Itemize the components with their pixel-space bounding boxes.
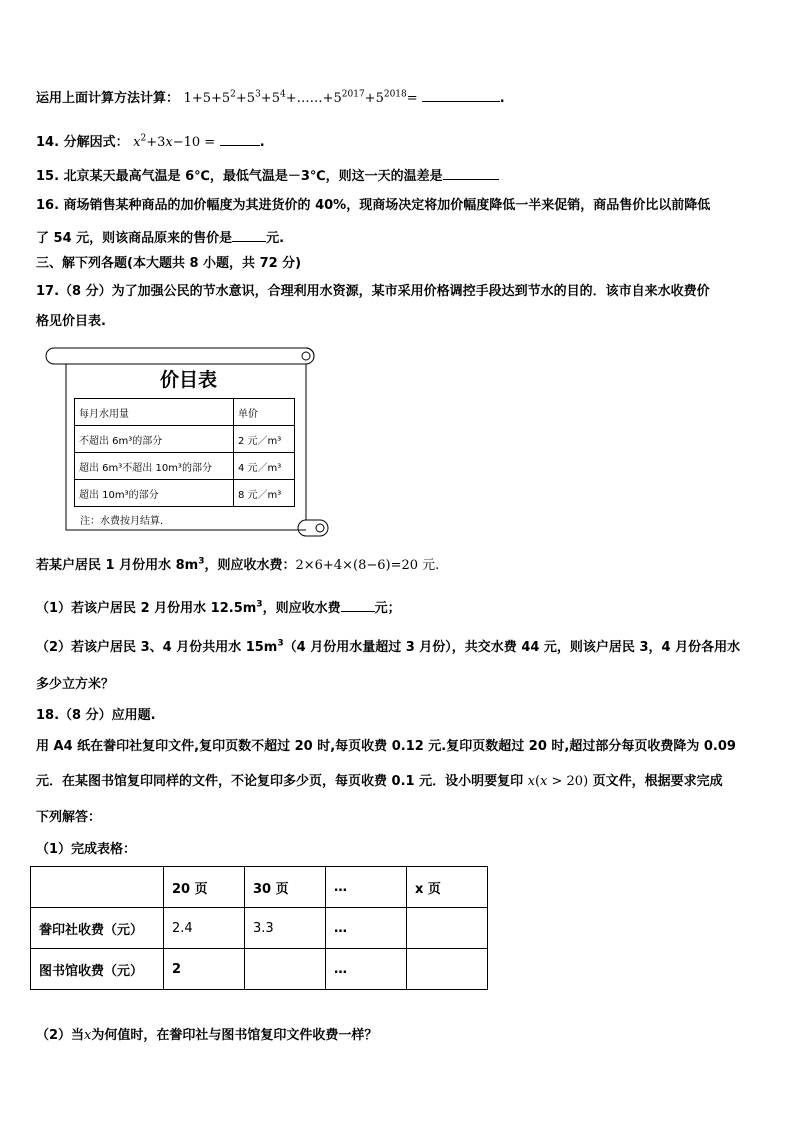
q16-answer-blank[interactable] <box>232 227 266 242</box>
fee-comparison-table <box>30 866 488 990</box>
q18-line2: 元．在某图书馆复印同样的文件，不论复印多少页，每页收费 0.1 元．设小明要复印 x(x > 20) 页文件，根据要求完成 <box>36 774 723 789</box>
q14-number: 14. <box>36 135 60 150</box>
fee-answer-cell[interactable] <box>245 949 326 990</box>
q18-sub1: （1）完成表格： <box>36 842 137 857</box>
q17-sub2-line2: 多少立方米？ <box>36 677 115 692</box>
q13-calculation-line: 运用上面计算方法计算： $1+5+5^2+5^3+5^4+\dots\dots+5^{2017}+5^{2018}=$ . <box>36 87 505 109</box>
fee-header-cell: x 页 <box>407 867 488 908</box>
q17-example-formula: 2×6+4×(8−6)=20 元. <box>295 558 440 573</box>
fee-table-header-row <box>31 867 488 908</box>
fee-cell: 3.3 <box>245 908 326 949</box>
price-table-header-row <box>75 399 295 426</box>
price-usage-cell: 超出 10m³的部分 <box>75 480 234 507</box>
fee-cell: 2.4 <box>164 908 245 949</box>
q16-line2: 了 54 元，则该商品原来的售价是 元. <box>36 227 284 249</box>
fee-cell: … <box>326 908 407 949</box>
q15-line <box>36 165 499 187</box>
q14-line: 14. 分解因式： $x^2+3x-10$ = . <box>36 131 265 153</box>
fee-header-cell: 20 页 <box>164 867 245 908</box>
q17-sub1-answer-blank[interactable] <box>341 597 375 612</box>
price-usage-cell: 超出 6m³不超出 10m³的部分 <box>75 453 234 480</box>
price-usage-cell: 不超出 6m³的部分 <box>75 426 234 453</box>
price-table-row <box>75 453 295 480</box>
q13-formula: $1+5+5^2+5^3+5^4+\dots\dots+5^{2017}+5^{2018}=$ <box>183 89 418 106</box>
q15-text: 北京某天最高气温是 6℃，最低气温是－3℃，则这一天的温差是 <box>63 169 443 184</box>
price-list-title: 价目表 <box>160 369 218 391</box>
q18-sub2: （2）当x为何值时，在誊印社与图书馆复印文件收费一样？ <box>36 1028 378 1043</box>
q17-sub2-line1: （2）若该户居民 3、4 月份共用水 $15m^3(4$ 月份用水量超过 3 月份），共交水费 44 元，则该户居民 3，4 月份各用水 <box>36 638 741 655</box>
price-header-unit: 单价 <box>234 399 295 426</box>
q15-answer-blank[interactable] <box>443 165 499 180</box>
q14-text: 分解因式： <box>63 135 129 150</box>
q13-lead: 运用上面计算方法计算： <box>36 91 180 106</box>
section-heading: 三、解下列各题(本大题共 8 小题，共 72 分) <box>36 256 302 271</box>
fee-header-cell <box>31 867 164 908</box>
price-table-row <box>75 480 295 507</box>
price-list-scroll <box>44 344 334 540</box>
fee-cell: … <box>326 949 407 990</box>
q17-line2: 格见价目表. <box>36 314 106 329</box>
fee-cell: 2 <box>164 949 245 990</box>
price-list-note: 注：水费按月结算． <box>80 516 170 527</box>
q17-line1: 17.（8 分）为了加强公民的节水意识，合理利用水资源，某市采用价格调控手段达到节水的目的．该市自来水收费价 <box>36 284 710 299</box>
fee-table-row <box>31 949 488 990</box>
q15-number: 15. <box>36 169 60 184</box>
q17-example: 若某户居民 1 月份用水 $8m^3$，则应收水费：2×6+4×(8−6)=20 元. <box>36 556 440 573</box>
price-table-row <box>75 426 295 453</box>
q14-answer-blank[interactable] <box>220 131 260 146</box>
q18-line1: 用 A4 纸在誊印社复印文件,复印页数不超过 20 时,每页收费 0.12 元.复印页数超过 20 时,超过部分每页收费降为 0.09 <box>36 739 736 754</box>
fee-header-cell: … <box>326 867 407 908</box>
q18-line3: 下列解答： <box>36 810 102 825</box>
price-unit-cell: 2 元／m³ <box>234 426 295 453</box>
fee-table-row <box>31 908 488 949</box>
fee-answer-cell[interactable] <box>407 908 488 949</box>
fee-answer-cell[interactable] <box>407 949 488 990</box>
price-unit-cell: 4 元／m³ <box>234 453 295 480</box>
price-table <box>74 398 295 507</box>
q14-expression: $x^2+3x-10$ = <box>133 133 216 150</box>
fee-header-cell: 30 页 <box>245 867 326 908</box>
q16-line1: 16. 商场销售某种商品的加价幅度为其进货价的 40%，现商场决定将加价幅度降低一半来促销，商品售价比以前降低 <box>36 198 711 213</box>
fee-row-label: 图书馆收费（元） <box>31 949 164 990</box>
price-unit-cell: 8 元／m³ <box>234 480 295 507</box>
q18-heading: 18.（8 分）应用题. <box>36 708 156 723</box>
q13-answer-blank[interactable] <box>422 87 500 102</box>
fee-row-label: 誊印社收费（元） <box>31 908 164 949</box>
q17-sub1: （1）若该户居民 2 月份用水 $12.5m^3$，则应收水费 元； <box>36 597 401 619</box>
price-header-usage: 每月水用量 <box>75 399 234 426</box>
